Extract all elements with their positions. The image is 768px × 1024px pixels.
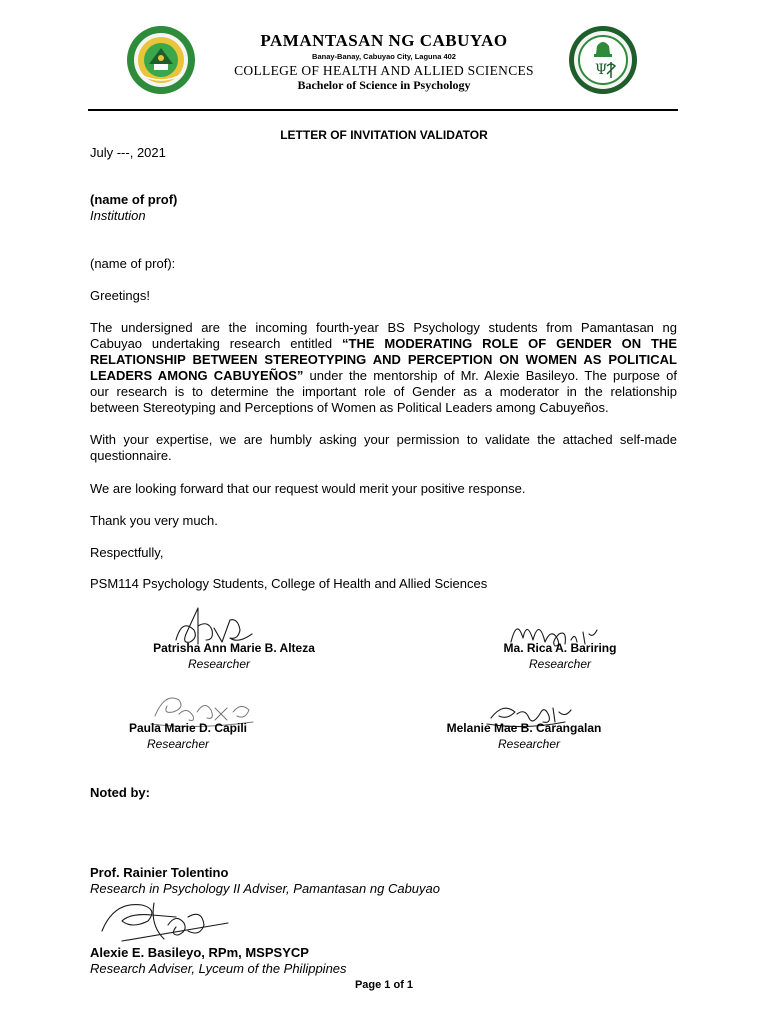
page-number: Page 1 of 1 [354, 979, 414, 991]
signatory-name: Patrisha Ann Marie B. Alteza [153, 641, 315, 655]
signatory-role: Researcher [146, 737, 210, 751]
university-name: PAMANTASAN NG CABUYAO [260, 31, 508, 50]
letter-title: LETTER OF INVITATION VALIDATOR [280, 128, 488, 142]
university-address: Banay-Banay, Cabuyao City, Laguna 402 [312, 52, 456, 61]
program-name: Bachelor of Science in Psychology [297, 78, 471, 92]
noted-by-label: Noted by: [90, 785, 150, 800]
college-name: COLLEGE OF HEALTH AND ALLIED SCIENCES [234, 63, 534, 78]
recipient-name: (name of prof) [90, 192, 178, 207]
research-title-part: “THE MODERATING ROLE OF GENDER ON THE [342, 336, 677, 351]
adviser-name: Alexie E. Basileyo, RPm, MSPSYCP [90, 945, 309, 960]
adviser-name: Prof. Rainier Tolentino [90, 865, 229, 880]
svg-text:Ψ: Ψ [595, 62, 608, 78]
research-title-part: LEADERS AMONG CABUYEÑOS” [90, 368, 304, 383]
group-line: PSM114 Psychology Students, College of Health and Allied Sciences [90, 576, 488, 591]
paragraph-request [90, 432, 677, 464]
thanks-line: Thank you very much. [90, 513, 218, 528]
paragraph-line: LEADERS AMONG CABUYEÑOS” under the mentorship of Mr. Alexie Basileyo. The purpose of [90, 368, 677, 383]
signature-basileyo [92, 895, 232, 951]
signatory-name: Ma. Rica A. Bariring [503, 641, 617, 655]
letter-date: July ---, 2021 [90, 145, 166, 160]
signatory-role: Researcher [528, 657, 592, 671]
paragraph-line: The undersigned are the incoming fourth-year BS Psychology students from Pamantasan ng [90, 320, 677, 335]
greeting: Greetings! [90, 288, 150, 303]
paragraph-research [90, 320, 677, 416]
paragraph-line: Cabuyao undertaking research entitled “THE MODERATING ROLE OF GENDER ON THE [90, 336, 677, 351]
adviser-role: Research Adviser, Lyceum of the Philippines [90, 961, 347, 976]
paragraph-line: our research is to determine the important role of Gender as a moderator in the relationship [90, 384, 677, 399]
header-divider [88, 109, 678, 111]
paragraph-response: We are looking forward that our request would merit your positive response. [90, 481, 526, 496]
research-title-part: RELATIONSHIP BETWEEN STEREOTYPING AND PERCEPTION ON WOMEN AS POLITICAL [90, 352, 677, 367]
signatory-role: Researcher [497, 737, 561, 751]
closing-line: Respectfully, [90, 545, 164, 560]
signatory-name: Paula Marie D. Capili [128, 721, 248, 735]
recipient-institution: Institution [90, 208, 146, 223]
paragraph-line: questionnaire. [90, 448, 172, 463]
signatory-role: Researcher [187, 657, 251, 671]
paragraph-line: With your expertise, we are humbly asking your permission to validate the attached self-made [90, 432, 677, 447]
paragraph-line: between Stereotyping and Perceptions of Women as Political Leaders among Cabuyeños. [90, 400, 609, 415]
signatory-name: Melanie Mae B. Carangalan [446, 721, 602, 735]
salutation: (name of prof): [90, 256, 176, 271]
adviser-role: Research in Psychology II Adviser, Pamantasan ng Cabuyao [90, 881, 440, 896]
